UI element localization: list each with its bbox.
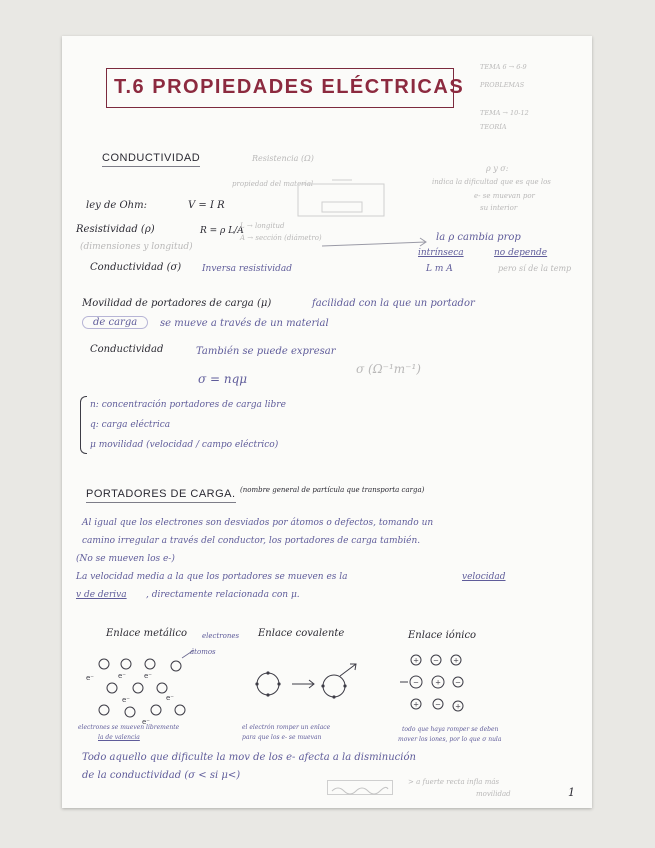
svg-text:e⁻: e⁻ (142, 718, 151, 726)
inversa-resistividad: Inversa resistividad (202, 264, 292, 274)
portadores-p3: (No se mueven los e-) (76, 554, 175, 564)
movilidad-label: Movilidad de portadores de carga (μ) (82, 298, 272, 309)
conclusion-line-2: de la conductividad (σ < si μ<) (82, 770, 241, 781)
temp-note: pero sí de la temp (498, 264, 572, 273)
metallic-bond-drawing (82, 648, 212, 728)
corner-note-3: TEMA → 10-12 (480, 109, 529, 117)
rho-note-3: e- se muevan por (474, 192, 535, 200)
resistencia-label: Resistencia (Ω) (252, 154, 314, 163)
covalent-bond-drawing (252, 658, 372, 708)
svg-text:+: + (455, 702, 461, 711)
caption-ion-1: todo que haya romper se deben (402, 726, 499, 733)
conclusion-aside-2: movilidad (476, 790, 511, 798)
arrow-to-cambio (322, 224, 432, 254)
movilidad-text-1: facilidad con la que un portador (312, 298, 475, 309)
svg-text:−: − (433, 656, 439, 665)
q-definition: q: carga eléctrica (90, 420, 171, 430)
notebook-page (62, 36, 592, 808)
caption-metal-2: la de valencia (98, 734, 140, 741)
mu-definition: μ movilidad (velocidad / campo eléctrico) (90, 440, 279, 450)
enlace-metalico-label: Enlace metálico (106, 628, 187, 639)
ley-ohm-label: ley de Ohm: (86, 200, 147, 211)
intrinseca-label: intrínseca (418, 248, 464, 258)
caption-cov-1: el electrón romper un enlace (242, 724, 331, 731)
svg-text:e⁻: e⁻ (86, 674, 95, 682)
rho-formula: R = ρ L/A (200, 226, 244, 236)
caption-cov-2: para que los e- se muevan (242, 734, 322, 741)
conductividad-sigma: Conductividad (σ) (90, 262, 182, 273)
movilidad-text-3: se mueve a través de un material (160, 318, 329, 329)
svg-text:e⁻: e⁻ (122, 696, 131, 704)
seccion-note: A → sección (diámetro) (240, 234, 322, 242)
sigma-formula: σ = nqμ (198, 372, 248, 386)
rho-note-1: ρ y σ: (486, 164, 509, 173)
portadores-p2: camino irregular a través del conductor, los portadores de carga también. (82, 536, 421, 546)
conductividad-heading: CONDUCTIVIDAD (102, 152, 200, 167)
n-definition: n: concentración portadores de carga libre (90, 400, 286, 410)
sigma-units: σ (Ω⁻¹m⁻¹) (356, 362, 421, 376)
svg-text:e⁻: e⁻ (166, 694, 175, 702)
svg-text:+: + (413, 656, 419, 665)
circuit-sketch (292, 176, 392, 224)
svg-text:e⁻: e⁻ (118, 672, 127, 680)
svg-text:−: − (413, 678, 419, 687)
portadores-p5a: v de deriva (76, 590, 127, 600)
portadores-p1: Al igual que los electrones son desviados por átomos o defectos, tomando un (82, 518, 434, 528)
rho-note-4: su interior (480, 204, 518, 212)
propiedad-label: propiedad del material (232, 180, 314, 188)
page-title: T.6 PROPIEDADES ELÉCTRICAS (114, 76, 465, 98)
enlace-ionico-label: Enlace iónico (408, 630, 477, 641)
conclusion-aside-1: > a fuerte recta infla más (408, 778, 500, 786)
enlace-covalente-label: Enlace covalente (258, 628, 345, 639)
conductividad-expr-text: También se puede expresar (196, 346, 336, 357)
ohm-formula: V = I R (188, 200, 225, 211)
caption-ion-2: mover los iones, por lo que σ nula (398, 736, 502, 743)
rho-note-2: indica la dificultad que es que los (432, 178, 551, 186)
lma-label: L m A (426, 264, 453, 274)
dimensiones-note: (dimensiones y longitud) (80, 242, 193, 252)
svg-text:+: + (453, 656, 459, 665)
conductividad-expr-label: Conductividad (90, 344, 164, 355)
corner-note-4: TEORÍA (480, 123, 507, 131)
movilidad-text-2: de carga (82, 316, 148, 329)
portadores-heading: PORTADORES DE CARGA. (86, 488, 236, 503)
page-number: 1 (568, 786, 575, 799)
portadores-p5b: , directamente relacionada con μ. (146, 590, 300, 600)
cambio-prop: la ρ cambia prop (436, 232, 521, 243)
caption-metal-1: electrones se mueven libremente (78, 724, 180, 731)
corner-note-2: PROBLEMAS (480, 81, 525, 89)
longitud-note: L → longitud (240, 222, 285, 230)
portadores-note: (nombre general de partícula que transporta carga) (240, 486, 425, 494)
definitions-bracket (80, 396, 87, 454)
svg-text:−: − (435, 700, 441, 709)
svg-text:−: − (455, 678, 461, 687)
svg-text:+: + (413, 700, 419, 709)
conclusion-line-1: Todo aquello que dificulte la mov de los e- afecta a la disminución (82, 752, 416, 763)
portadores-p4b: velocidad (462, 572, 506, 582)
portadores-p4a: La velocidad media a la que los portadores se mueven es la (76, 572, 348, 582)
resistividad-label: Resistividad (ρ) (76, 224, 155, 235)
ionic-bond-drawing (398, 650, 478, 722)
electrones-label: electrones (202, 632, 240, 640)
svg-text:e⁻: e⁻ (144, 672, 153, 680)
wave-sketch (327, 780, 393, 795)
svg-text:+: + (435, 678, 441, 687)
no-depende-label: no depende (494, 248, 548, 258)
corner-note-1: TEMA 6 → 6-9 (480, 63, 527, 71)
atomos-label: átomos (190, 648, 216, 656)
